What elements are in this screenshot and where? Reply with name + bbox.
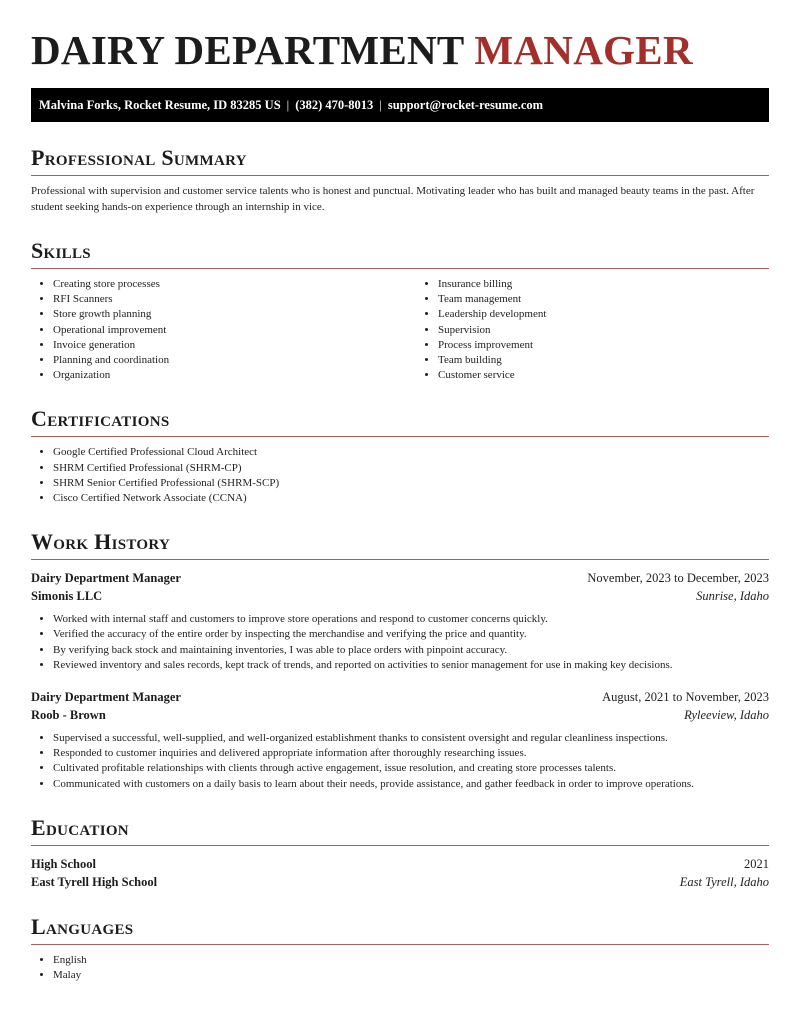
job-bullets <box>31 731 769 792</box>
job-title: Dairy Department Manager <box>31 571 181 586</box>
education-heading: Education <box>31 814 769 846</box>
languages-heading: Languages <box>31 913 769 945</box>
education-entry <box>31 855 769 891</box>
skill-item: • Customer service <box>438 368 800 383</box>
resume-page <box>31 0 769 983</box>
job-header <box>31 688 769 706</box>
job-dates: November, 2023 to December, 2023 <box>587 571 769 586</box>
job-bullet: • Worked with internal staff and customers to improve store operations and respond to customer concerns quickly. <box>53 612 769 627</box>
certifications-heading: Certifications <box>31 405 769 437</box>
certifications-list <box>31 445 769 506</box>
certification-item: • SHRM Certified Professional (SHRM-CP) <box>53 461 769 476</box>
job-location: Sunrise, Idaho <box>696 589 769 604</box>
job-bullet: • By verifying back stock and maintaining inventories, I was able to place orders with pinpoint accuracy. <box>53 643 769 658</box>
skill-item: • Leadership development <box>438 307 800 322</box>
job-company: Simonis LLC <box>31 589 103 604</box>
job-company: Roob - Brown <box>31 708 106 723</box>
certification-item: • Cisco Certified Network Associate (CCNA) <box>53 491 769 506</box>
name-accent: MANAGER <box>474 27 693 73</box>
education-degree: High School <box>31 856 96 871</box>
skill-item: • Store growth planning <box>53 307 416 322</box>
contact-bar <box>31 88 769 122</box>
contact-separator: | <box>286 98 290 112</box>
job-entry <box>31 688 769 792</box>
job-bullet: • Supervised a successful, well-supplied, and well-organized establishment thanks to consistent oversight and regular cleanliness inspections. <box>53 731 769 746</box>
education-year: 2021 <box>744 856 769 871</box>
contact-phone: (382) 470-8013 <box>295 98 374 112</box>
skill-item: • Team building <box>438 353 800 368</box>
skills-column-left <box>31 277 416 383</box>
certification-item: • SHRM Senior Certified Professional (SHRM-SCP) <box>53 476 769 491</box>
job-bullets <box>31 612 769 673</box>
job-entry <box>31 569 769 673</box>
skills-list <box>31 277 769 383</box>
job-bullet: • Responded to customer inquiries and delivered appropriate information after thoroughly researching issues. <box>53 746 769 761</box>
job-title: Dairy Department Manager <box>31 690 181 705</box>
certification-item: • Google Certified Professional Cloud Architect <box>53 445 769 460</box>
job-bullet: • Reviewed inventory and sales records, kept track of trends, and reported on activities to senior management for use in making key decisions. <box>53 658 769 673</box>
skill-item: • Invoice generation <box>53 338 416 353</box>
skill-item: • Creating store processes <box>53 277 416 292</box>
job-dates: August, 2021 to November, 2023 <box>602 690 769 705</box>
skills-heading: Skills <box>31 237 769 269</box>
skills-column-right <box>416 277 800 383</box>
job-bullet: • Communicated with customers on a daily basis to learn about their needs, provide assistance, and gather feedback in order to improve operations. <box>53 777 769 792</box>
summary-text: Professional with supervision and customer service talents who is honest and punctual. Motivating leader who has built and managed beauty teams in the past. After student seeking hands-on experience through an internship in vice. <box>31 185 755 213</box>
skill-item: • Team management <box>438 292 800 307</box>
job-bullet: • Verified the accuracy of the entire order by inspecting the merchandise and verifying the price and quantity. <box>53 627 769 642</box>
education-header <box>31 855 769 873</box>
name-main: DAIRY DEPARTMENT <box>31 27 464 73</box>
work-history-heading: Work History <box>31 528 769 560</box>
languages-list <box>31 953 769 983</box>
job-location: Ryleeview, Idaho <box>684 708 769 723</box>
language-item: • English <box>53 953 769 968</box>
contact-address: Malvina Forks, Rocket Resume, ID 83285 US <box>39 98 281 112</box>
education-school: East Tyrell High School <box>31 874 158 889</box>
resume-name <box>31 26 769 74</box>
job-bullet: • Cultivated profitable relationships with clients through active engagement, issue resolution, and creating store processes talents. <box>53 761 769 776</box>
summary-heading: Professional Summary <box>31 144 769 176</box>
skill-item: • Supervision <box>438 323 800 338</box>
skill-item: • Process improvement <box>438 338 800 353</box>
contact-email: support@rocket-resume.com <box>387 98 544 112</box>
skill-item: • RFI Scanners <box>53 292 416 307</box>
job-subheader <box>31 587 769 605</box>
language-item: • Malay <box>53 968 769 983</box>
education-location: East Tyrell, Idaho <box>679 874 769 889</box>
skill-item: • Operational improvement <box>53 323 416 338</box>
skill-item: • Insurance billing <box>438 277 800 292</box>
job-header <box>31 569 769 587</box>
job-subheader <box>31 706 769 724</box>
education-subheader <box>31 873 769 891</box>
skill-item: • Planning and coordination <box>53 353 416 368</box>
contact-separator: | <box>379 98 382 112</box>
skill-item: • Organization <box>53 368 416 383</box>
